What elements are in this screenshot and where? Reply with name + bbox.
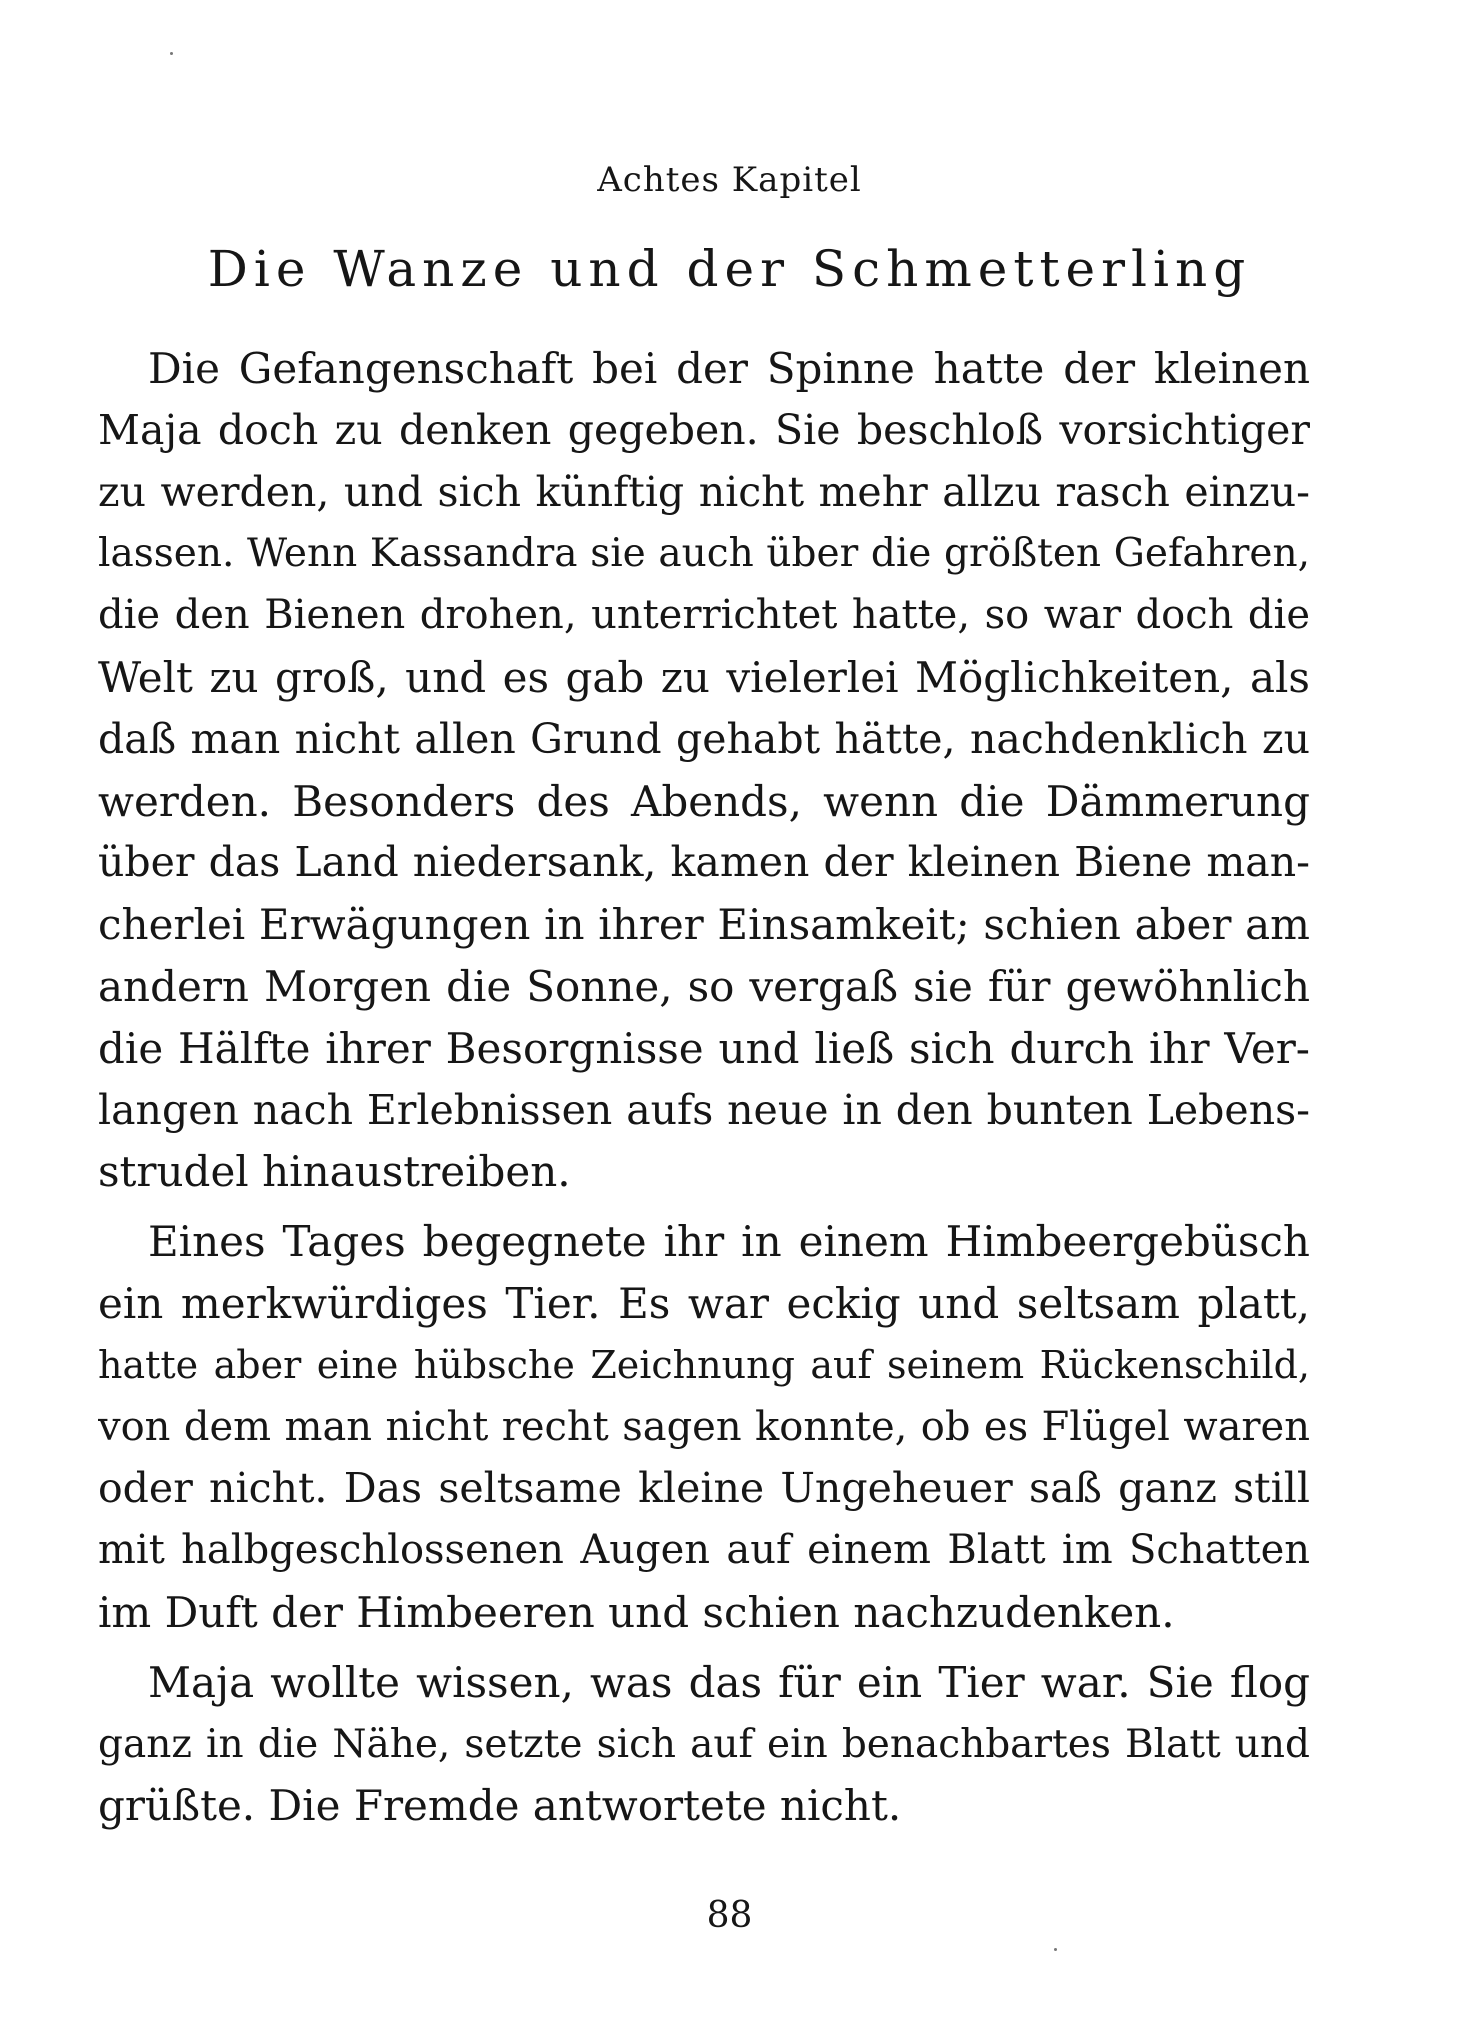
paragraph: [98, 1211, 1310, 1644]
text-line: Eines Tages begegnete ihr in einem Himbeergebüsch: [148, 1217, 1310, 1267]
text-line: mit halbgeschlossenen Augen auf einem Blatt im Schatten: [98, 1527, 1310, 1574]
text-line: daß man nicht allen Grund gehabt hätte, nachdenklich zu: [98, 714, 1310, 763]
text-line: werden. Besonders des Abends, wenn die Dämmerung: [98, 776, 1310, 826]
text-line: Maja doch zu denken gegeben. Sie beschloß vorsichtiger: [98, 405, 1310, 454]
text-line: Die Gefangenschaft bei der Spinne hatte der kleinen: [148, 344, 1310, 393]
paragraph: [98, 338, 1310, 1203]
chapter-label: Achtes Kapitel: [597, 160, 862, 200]
text-line: oder nicht. Das seltsame kleine Ungeheuer saß ganz still: [98, 1464, 1310, 1513]
text-line: die den Bienen drohen, unterrichtet hatte, so war doch die: [98, 592, 1310, 639]
text-line: ganz in die Nähe, setzte sich auf ein benachbartes Blatt und: [98, 1721, 1310, 1767]
text-line: von dem man nicht recht sagen konnte, ob es Flügel waren: [98, 1403, 1310, 1450]
text-line: über das Land niedersank, kamen der kleinen Biene man-: [98, 838, 1310, 887]
text-line: Welt zu groß, und es gab zu vielerlei Möglichkeiten, als: [98, 652, 1310, 702]
text-line: strudel hinaustreiben.: [98, 1147, 571, 1197]
text-line: die Hälfte ihrer Besorgnisse und ließ sich durch ihr Ver-: [98, 1023, 1310, 1073]
text-line: lassen. Wenn Kassandra sie auch über die größten Gefahren,: [98, 531, 1310, 577]
chapter-title: Die Wanze und der Schmetterling: [207, 240, 1252, 298]
text-line: cherlei Erwägungen in ihrer Einsamkeit; schien aber am: [98, 900, 1310, 950]
text-line: hatte aber eine hübsche Zeichnung auf seinem Rückenschild,: [98, 1342, 1310, 1387]
paragraph: [98, 1652, 1310, 1837]
text-line: im Duft der Himbeeren und schien nachzudenken.: [98, 1587, 1175, 1637]
text-line: ein merkwürdiges Tier. Es war eckig und seltsam platt,: [98, 1278, 1310, 1328]
scan-speck: [170, 52, 173, 55]
text-line: zu werden, und sich künftig nicht mehr allzu rasch einzu-: [98, 467, 1310, 516]
scan-speck: [1054, 1948, 1057, 1951]
body-text: [98, 338, 1310, 1845]
text-line: Maja wollte wissen, was das für ein Tier war. Sie flog: [148, 1657, 1310, 1707]
text-line: grüßte. Die Fremde antwortete nicht.: [98, 1781, 902, 1831]
text-line: andern Morgen die Sonne, so vergaß sie für gewöhnlich: [98, 961, 1310, 1011]
text-line: langen nach Erlebnissen aufs neue in den bunten Lebens-: [98, 1085, 1310, 1134]
page-number: 88: [706, 1895, 753, 1936]
